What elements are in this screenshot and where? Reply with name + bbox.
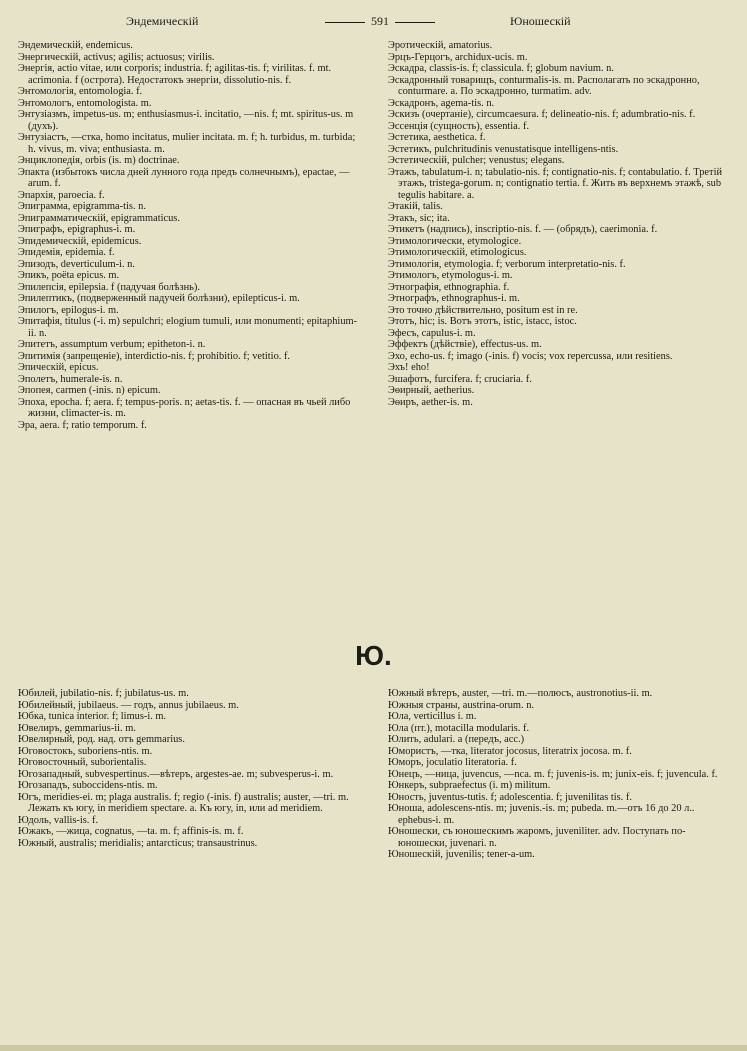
dictionary-entry: Юношескій, juvenilis; tener-a-um. <box>388 849 535 860</box>
dictionary-entry: Южныя страны, austrina-orum. n. <box>388 699 535 711</box>
dictionary-entry: Энтузіазмъ, impetus-us. m; enthusiasmus-i. incitatio, —nis. f; mt. spiritus-us. m (духъ). <box>18 109 354 132</box>
dictionary-entry: Этикетъ (надпись), inscriptio-nis. f. — (обрядъ), caerimonia. f. <box>388 224 658 235</box>
dictionary-entry: Эротическій, amatorius. <box>388 40 493 51</box>
column-top-right <box>388 40 733 408</box>
dictionary-entry: Эрцъ-Герцогъ, archidux-ucis. m. <box>388 51 528 63</box>
dictionary-entry: Этимологически, etymologice. <box>388 235 522 247</box>
dictionary-entry: Юговостокъ, suboriens-ntis. m. <box>18 745 153 757</box>
dictionary-entry: Эффектъ (дѣйствіе), effectus-us. m. <box>388 339 542 350</box>
dictionary-entry: Эстетика, aesthetica. f. <box>388 132 486 143</box>
dictionary-entry: Эхъ! eho! <box>388 362 430 373</box>
dictionary-entry: Этимологія, etymologia. f; verborum interpretatio-nis. f. <box>388 258 626 270</box>
column-bottom-left <box>18 688 363 849</box>
dictionary-entry: Этакъ, sic; ita. <box>388 212 450 224</box>
dictionary-entry: Энтомологія, entomologia. f. <box>18 86 143 97</box>
dictionary-entry: Юдоль, vallis-is. f. <box>18 814 99 826</box>
dictionary-entry: Южакъ, —жица, cognatus, —ta. m. f; affinis-is. m. f. <box>18 826 244 837</box>
dictionary-entry: Эпоха, epocha. f; aera. f; tempus-poris. n; aetas-tis. f. — опасная въ чьей либо жизни, climacter-is. m. <box>18 396 351 419</box>
dictionary-entry: Эпиграмматическій, epigrammaticus. <box>18 212 180 224</box>
dictionary-entry: Юбилейный, jubilaeus. — годъ, annus jubilaeus. m. <box>18 699 239 711</box>
dictionary-entry: Эпопея, carmen (-inis. n) epicum. <box>18 385 161 396</box>
dictionary-entry: Эфесъ, capulus-i. m. <box>388 327 476 339</box>
page-header <box>0 6 747 30</box>
dictionary-entry: Ювелирный, род. над. отъ gemmarius. <box>18 734 185 745</box>
dictionary-entry: Югъ, meridies-ei. m; plaga australis. f; regio (-inis. f) australis; auster, —tri. m. Лежать къ югу, in meridiem spectare. a. Къ югу, in, или ad meridiem. <box>18 791 349 814</box>
dictionary-entry: Эпакта (избытокъ числа дней лунного года предъ солнечнымъ), epactae, —arum. f. <box>18 166 350 189</box>
dictionary-entry: Эпитимія (запрещеніе), interdictio-nis. f; prohibitio. f; vetitio. f. <box>18 350 291 362</box>
dictionary-entry: Юморъ, joculatio literatoria. f. <box>388 757 517 768</box>
dictionary-entry: Эхо, echo-us. f; imago (-inis. f) vocis; vox repercussa, или resitiens. <box>388 350 673 362</box>
dictionary-entry: Энтузіастъ, —стка, homo incitatus, mulier incitata. m. f; h. turbidus, m. turbida; h. vivus, m. viva; enthusiasta. m. <box>18 132 356 155</box>
dictionary-entry: Эскадронный товарищъ, conturmalis-is. m. Располагать по эскадронно, conturmare. a. По эскадронно, turmatim. adv. <box>388 74 700 97</box>
column-bottom-right <box>388 688 733 861</box>
dictionary-entry: Эскадра, classis-is. f; classicula. f; globum navium. n. <box>388 63 614 74</box>
dictionary-entry: Югозападъ, suboccidens-ntis. m. <box>18 780 158 791</box>
dictionary-entry: Эпилептикъ, (подверженный падучей болѣзни), epilepticus-i. m. <box>18 293 300 304</box>
dictionary-entry: Эпидемія, epidemia. f. <box>18 247 115 258</box>
dictionary-entry: Эпилогъ, epilogus-i. m. <box>18 304 119 316</box>
dictionary-entry: Эстетическій, pulcher; venustus; elegans. <box>388 155 565 166</box>
dictionary-entry: Этимологическій, etimologicus. <box>388 247 527 258</box>
dictionary-entry: Эскадронъ, agema-tis. n. <box>388 97 495 109</box>
dictionary-entry: Этотъ, hic; is. Вотъ этотъ, istic, istacc, istoc. <box>388 316 577 327</box>
dictionary-entry: Энциклопедія, orbis (is. m) doctrinae. <box>18 155 180 166</box>
page-number: 591 <box>305 14 455 29</box>
dictionary-entry: Эпизодъ, deverticulum-i. n. <box>18 258 135 270</box>
dictionary-entry: Эпидемическій, epidemicus. <box>18 235 142 247</box>
dictionary-entry: Эпитафія, titulus (-i. m) sepulchri; elogium tumuli, или monumenti; epitaphium-ii. n. <box>18 316 358 339</box>
column-top-left <box>18 40 363 431</box>
dictionary-entry: Юнецъ, —ница, juvencus, —nca. m. f; juvenis-is. m; junix-eis. f; juvencula. f. <box>388 768 718 780</box>
dictionary-entry: Этакій, talis. <box>388 201 443 212</box>
dictionary-entry: Эѳирный, aetherius. <box>388 385 475 396</box>
dictionary-entry: Этнографія, ethnographia. f. <box>388 281 510 293</box>
dictionary-entry: Эѳиръ, aether-is. m. <box>388 396 473 408</box>
dictionary-entry: Эшафотъ, furcifera. f; cruciaria. f. <box>388 373 532 385</box>
dictionary-entry: Эпикъ, poëta epicus. m. <box>18 270 120 281</box>
dictionary-entry: Эпиграмма, epigramma-tis. n. <box>18 201 146 212</box>
dictionary-entry: Юмористъ, —тка, literator jocosus, literatrix jocosa. m. f. <box>388 745 632 757</box>
dictionary-entry: Эндемическій, endemicus. <box>18 40 133 51</box>
dictionary-entry: Югозападный, subvespertinus.—вѣтеръ, argestes-ae. m; subvesperus-i. m. <box>18 768 334 780</box>
page-edge-shadow <box>0 1045 747 1051</box>
dictionary-entry: Южный, australis; meridialis; antarcticus; transaustrinus. <box>18 837 258 849</box>
dictionary-entry: Эра, aera. f; ratio temporum. f. <box>18 419 147 431</box>
dictionary-entry: Энергія, actio vitae, или corporis; industria. f; agilitas-tis. f; virilitas. f. mt. acrimonia. f (острота). Недостатокъ энергіи, dissolutio-nis. f. <box>18 63 332 86</box>
dictionary-entry: Этнографъ, ethnographus-i. m. <box>388 293 520 304</box>
dictionary-entry: Юбилей, jubilatio-nis. f; jubilatus-us. m. <box>18 688 189 699</box>
dictionary-entry: Эпитетъ, assumptum verbum; epitheton-i. n. <box>18 339 206 350</box>
dictionary-entry: Эстетикъ, pulchritudinis venustatisque intelligens-ntis. <box>388 143 619 155</box>
dictionary-entry: Юла (пт.), motacilla modularis. f. <box>388 722 530 734</box>
dictionary-entry: Юнкеръ, subpraefectus (i. m) militum. <box>388 780 551 791</box>
dictionary-entry: Юношески, съ юношескимъ жаромъ, juveniliter. adv. Поступать по-юношески, juvenari. n. <box>388 826 686 849</box>
dictionary-entry: Юбка, tunica interior. f; limus-i. m. <box>18 711 167 722</box>
dictionary-entry: Этажъ, tabulatum-i. n; tabulatio-nis. f; contignatio-nis. f; contabulatio. f. Третій этажъ, tristega-gorum. n; contignatio tertia. f. Жить въ верхнемъ этажѣ, sub tegulis habitare. a. <box>388 166 723 201</box>
dictionary-entry: Этимологъ, etymologus-i. m. <box>388 270 513 281</box>
section-letter: Ю. <box>355 640 392 671</box>
dictionary-entry: Эскизъ (очертаніе), circumcaesura. f; delineatio-nis. f; adumbratio-nis. f. <box>388 109 696 120</box>
dictionary-entry: Юговосточный, suborientalis. <box>18 757 147 768</box>
dictionary-entry: Эпиграфъ, epigraphus-i. m. <box>18 224 136 235</box>
dictionary-entry: Юла, verticillus i. m. <box>388 711 477 722</box>
dictionary-entry: Эссенція (сущность), essentia. f. <box>388 120 530 132</box>
dictionary-entry: Ювелиръ, gemmarius-ii. m. <box>18 722 136 734</box>
header-right-word: Юношескій <box>510 14 571 28</box>
dictionary-entry: Энтомологъ, entomologista. m. <box>18 97 152 109</box>
dictionary-entry: Юноша, adolescens-ntis. m; juvenis.-is. m; pubeda. m.—отъ 16 до 20 л.. ephebus-i. m. <box>388 803 695 826</box>
dictionary-entry: Южный вѣтеръ, auster, —tri. m.—полюсъ, austronotius-ii. m. <box>388 688 653 699</box>
dictionary-entry: Эпархія, paroecia. f. <box>18 189 105 201</box>
dictionary-entry: Эпическій, epicus. <box>18 362 99 373</box>
dictionary-entry: Эполетъ, humerale-is. n. <box>18 373 123 385</box>
dictionary-entry: Юлить, adulari. a (передъ, acc.) <box>388 734 525 745</box>
dictionary-entry: Энергическій, activus; agilis; actuosus; virilis. <box>18 51 215 63</box>
dictionary-entry: Юность, juventus-tutis. f; adolescentia. f; juvenilitas tis. f. <box>388 791 632 803</box>
header-left-word: Эндемическій <box>126 14 199 28</box>
dictionary-entry: Это точно дѣйствительно, positum est in re. <box>388 304 578 316</box>
dictionary-entry: Эпилепсія, epilepsia. f (падучая болѣзнь). <box>18 281 200 293</box>
